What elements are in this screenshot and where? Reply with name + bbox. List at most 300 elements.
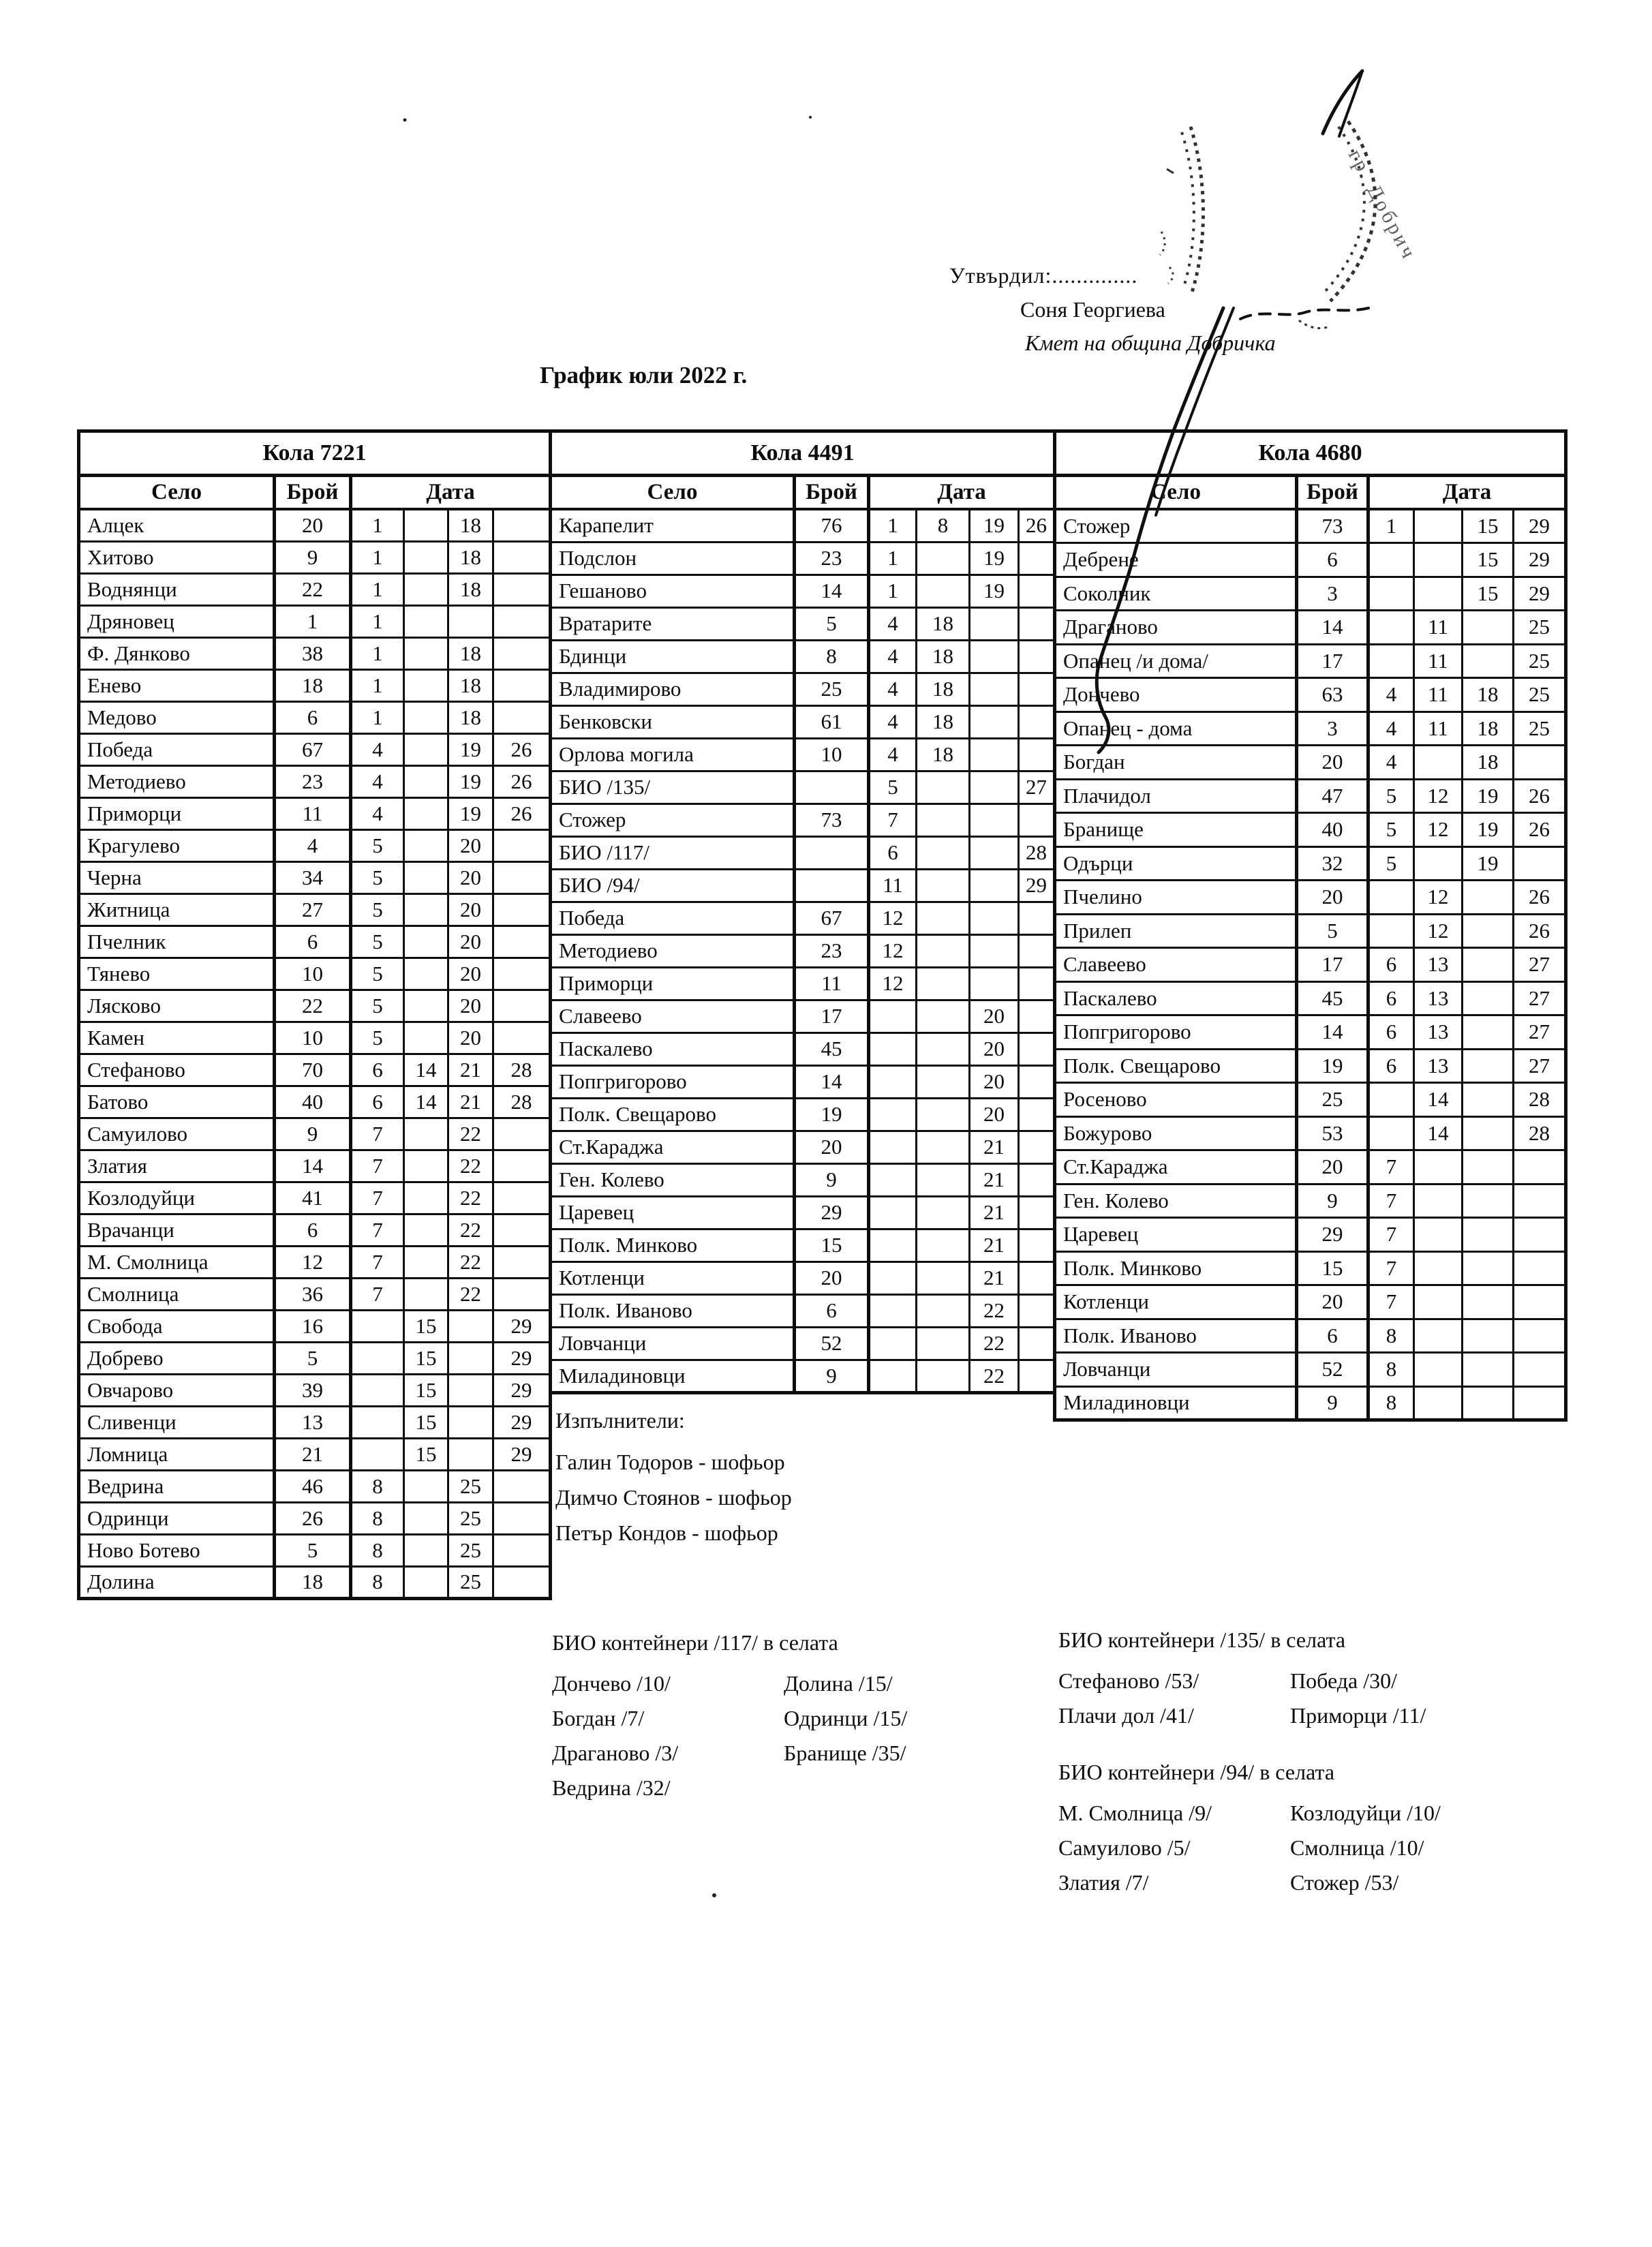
- table-row: [1055, 1184, 1566, 1218]
- bio-section: [1058, 1627, 1426, 1733]
- date-cell: [1019, 1163, 1055, 1196]
- village-cell: Тянево: [79, 958, 275, 990]
- date-cell: 19: [448, 733, 493, 765]
- date-cell: [404, 1278, 448, 1310]
- date-cell: [1514, 1184, 1566, 1218]
- count-cell: 20: [1297, 1150, 1368, 1184]
- village-cell: Попгригорово: [1055, 1015, 1297, 1050]
- schedule-table: [549, 429, 1056, 1394]
- village-cell: Росеново: [1055, 1083, 1297, 1117]
- village-cell: Полк. Минково: [1055, 1251, 1297, 1285]
- date-cell: [351, 1342, 404, 1374]
- date-cell: [1019, 738, 1055, 771]
- bio-section: [1058, 1760, 1441, 1900]
- date-cell: [1019, 1294, 1055, 1327]
- count-cell: 3: [1297, 577, 1368, 611]
- count-cell: 12: [275, 1246, 351, 1278]
- date-cell: 5: [351, 1022, 404, 1054]
- date-cell: 5: [351, 861, 404, 893]
- village-cell: Приморци: [79, 797, 275, 829]
- date-cell: 25: [448, 1534, 493, 1566]
- count-cell: 9: [275, 541, 351, 573]
- bio-item: Победа /30/: [1290, 1668, 1398, 1693]
- table-row: [79, 990, 551, 1022]
- stamp-icon: [1160, 127, 1204, 294]
- date-cell: [493, 1150, 551, 1182]
- village-cell: Врачанци: [79, 1214, 275, 1246]
- count-cell: 27: [275, 893, 351, 926]
- date-cell: 20: [448, 958, 493, 990]
- table-row: [551, 771, 1055, 804]
- count-cell: 45: [795, 1033, 869, 1065]
- count-cell: 3: [1297, 712, 1368, 746]
- date-cell: [404, 893, 448, 926]
- count-cell: 9: [1297, 1184, 1368, 1218]
- date-cell: 26: [1514, 813, 1566, 847]
- bio-item: Дончево /10/: [552, 1671, 671, 1696]
- date-cell: 6: [869, 836, 917, 869]
- date-cell: 21: [970, 1229, 1019, 1262]
- date-cell: [404, 990, 448, 1022]
- count-cell: 17: [1297, 644, 1368, 678]
- count-cell: 15: [795, 1229, 869, 1262]
- date-cell: [1514, 1285, 1566, 1319]
- date-cell: 21: [448, 1054, 493, 1086]
- approver-title: Кмет на община Добричка: [1025, 331, 1276, 355]
- count-cell: 6: [1297, 543, 1368, 577]
- date-cell: 5: [1368, 779, 1414, 813]
- count-cell: 11: [795, 967, 869, 1000]
- date-cell: 12: [869, 967, 917, 1000]
- date-cell: 6: [1368, 948, 1414, 982]
- date-cell: [970, 705, 1019, 738]
- date-cell: [351, 1438, 404, 1470]
- date-cell: 5: [351, 829, 404, 861]
- date-cell: 8: [1368, 1386, 1414, 1420]
- date-cell: [493, 1278, 551, 1310]
- date-cell: [869, 1033, 917, 1065]
- count-cell: 6: [795, 1294, 869, 1327]
- date-cell: [1514, 1319, 1566, 1353]
- date-cell: [493, 990, 551, 1022]
- date-cell: 1: [869, 509, 917, 542]
- count-cell: 16: [275, 1310, 351, 1342]
- village-cell: Соколник: [1055, 577, 1297, 611]
- date-cell: 7: [1368, 1218, 1414, 1252]
- date-cell: [970, 869, 1019, 902]
- date-cell: 4: [1368, 678, 1414, 712]
- table-row: [79, 1534, 551, 1566]
- date-cell: 18: [448, 669, 493, 701]
- date-cell: 12: [1414, 881, 1463, 915]
- date-cell: [1514, 1251, 1566, 1285]
- date-cell: [917, 804, 970, 836]
- date-cell: 27: [1514, 981, 1566, 1015]
- date-cell: [917, 902, 970, 934]
- date-cell: 22: [448, 1214, 493, 1246]
- date-cell: [493, 926, 551, 958]
- count-cell: 9: [1297, 1386, 1368, 1420]
- date-cell: 4: [869, 738, 917, 771]
- date-cell: 1: [351, 573, 404, 605]
- date-cell: [1463, 914, 1514, 948]
- date-cell: 25: [448, 1566, 493, 1598]
- schedule-table: [77, 429, 552, 1600]
- count-cell: 41: [275, 1182, 351, 1214]
- date-cell: [1019, 967, 1055, 1000]
- date-cell: 8: [351, 1502, 404, 1534]
- count-cell: 8: [795, 640, 869, 673]
- count-cell: 73: [795, 804, 869, 836]
- count-cell: 25: [1297, 1083, 1368, 1117]
- village-cell: Пчелино: [1055, 881, 1297, 915]
- date-cell: [917, 836, 970, 869]
- date-cell: 22: [970, 1294, 1019, 1327]
- date-cell: 15: [404, 1374, 448, 1406]
- date-cell: 18: [448, 573, 493, 605]
- village-cell: Подслон: [551, 542, 795, 575]
- date-cell: [1414, 746, 1463, 780]
- village-cell: Ловчанци: [551, 1327, 795, 1360]
- date-cell: [351, 1406, 404, 1438]
- date-cell: 1: [351, 605, 404, 637]
- date-cell: 25: [1514, 678, 1566, 712]
- date-cell: [493, 1214, 551, 1246]
- date-cell: [1414, 543, 1463, 577]
- count-cell: 17: [1297, 948, 1368, 982]
- date-cell: [493, 637, 551, 669]
- count-cell: 73: [1297, 509, 1368, 543]
- date-cell: [1019, 1229, 1055, 1262]
- table-row: [551, 1065, 1055, 1098]
- table-row: [1055, 1116, 1566, 1150]
- date-cell: [404, 669, 448, 701]
- date-cell: 13: [1414, 1015, 1463, 1050]
- date-cell: [493, 958, 551, 990]
- date-cell: [1414, 1150, 1463, 1184]
- bio-row: [1058, 1831, 1441, 1865]
- date-cell: [1368, 543, 1414, 577]
- bio-section: [552, 1630, 907, 1805]
- count-cell: 70: [275, 1054, 351, 1086]
- date-cell: [1414, 1386, 1463, 1420]
- table-row: [79, 1374, 551, 1406]
- date-cell: [493, 1118, 551, 1150]
- table-row: [551, 934, 1055, 967]
- date-cell: 1: [351, 509, 404, 541]
- date-cell: 25: [1514, 611, 1566, 645]
- date-cell: [869, 1131, 917, 1163]
- village-cell: Паскалево: [1055, 981, 1297, 1015]
- date-cell: 21: [970, 1163, 1019, 1196]
- village-cell: Владимирово: [551, 673, 795, 705]
- date-cell: 13: [1414, 948, 1463, 982]
- table-row: [79, 1566, 551, 1598]
- date-cell: 22: [448, 1182, 493, 1214]
- date-cell: 11: [869, 869, 917, 902]
- count-cell: 22: [275, 573, 351, 605]
- count-cell: 40: [1297, 813, 1368, 847]
- village-cell: Одърци: [1055, 846, 1297, 881]
- date-cell: [1019, 542, 1055, 575]
- date-cell: 26: [1019, 509, 1055, 542]
- date-cell: 13: [1414, 1049, 1463, 1083]
- date-cell: [493, 861, 551, 893]
- col-header-count: Брой: [275, 476, 351, 510]
- date-cell: 19: [1463, 813, 1514, 847]
- date-cell: [1463, 1353, 1514, 1387]
- date-cell: [1019, 902, 1055, 934]
- date-cell: 21: [970, 1131, 1019, 1163]
- date-cell: 25: [448, 1502, 493, 1534]
- table-row: [1055, 1319, 1566, 1353]
- date-cell: [404, 1502, 448, 1534]
- table-row: [79, 958, 551, 990]
- village-cell: Бдинци: [551, 640, 795, 673]
- executor-item: Петър Кондов - шофьор: [555, 1520, 778, 1545]
- village-cell: Самуилово: [79, 1118, 275, 1150]
- table-row: [551, 836, 1055, 869]
- date-cell: [448, 1310, 493, 1342]
- table-row: [1055, 981, 1566, 1015]
- date-cell: [1463, 948, 1514, 982]
- page-title: График юли 2022 г.: [540, 362, 748, 388]
- count-cell: [795, 771, 869, 804]
- date-cell: 12: [1414, 779, 1463, 813]
- date-cell: 5: [351, 926, 404, 958]
- date-cell: [869, 1163, 917, 1196]
- date-cell: 15: [404, 1438, 448, 1470]
- date-cell: [1368, 611, 1414, 645]
- date-cell: 8: [351, 1566, 404, 1598]
- date-cell: 21: [448, 1086, 493, 1118]
- table-row: [551, 607, 1055, 640]
- date-cell: [869, 1229, 917, 1262]
- table-row: [551, 804, 1055, 836]
- date-cell: 14: [1414, 1116, 1463, 1150]
- date-cell: 29: [493, 1374, 551, 1406]
- date-cell: [970, 640, 1019, 673]
- count-cell: 1: [275, 605, 351, 637]
- count-cell: 29: [1297, 1218, 1368, 1252]
- date-cell: [917, 869, 970, 902]
- date-cell: 7: [1368, 1184, 1414, 1218]
- count-cell: 46: [275, 1470, 351, 1502]
- table-row: [1055, 644, 1566, 678]
- date-cell: 4: [869, 673, 917, 705]
- count-cell: 6: [1297, 1319, 1368, 1353]
- date-cell: 22: [448, 1150, 493, 1182]
- count-cell: 13: [275, 1406, 351, 1438]
- date-cell: [404, 733, 448, 765]
- date-cell: [404, 1566, 448, 1598]
- table-row: [551, 1262, 1055, 1294]
- count-cell: 67: [275, 733, 351, 765]
- count-cell: 10: [275, 958, 351, 990]
- table-row: [1055, 509, 1566, 543]
- date-cell: [869, 1098, 917, 1131]
- date-cell: 22: [448, 1118, 493, 1150]
- table-row: [1055, 712, 1566, 746]
- date-cell: [404, 1214, 448, 1246]
- date-cell: 1: [1368, 509, 1414, 543]
- date-cell: [1368, 1083, 1414, 1117]
- date-cell: 18: [448, 637, 493, 669]
- date-cell: 1: [351, 541, 404, 573]
- table-row: [1055, 1386, 1566, 1420]
- count-cell: 36: [275, 1278, 351, 1310]
- date-cell: 7: [351, 1182, 404, 1214]
- table-row: [1055, 1150, 1566, 1184]
- date-cell: 22: [448, 1246, 493, 1278]
- date-cell: 27: [1514, 948, 1566, 982]
- date-cell: 4: [869, 705, 917, 738]
- date-cell: 18: [1463, 712, 1514, 746]
- table-row: [551, 575, 1055, 607]
- village-cell: Полк. Свещарово: [551, 1098, 795, 1131]
- village-cell: Прилеп: [1055, 914, 1297, 948]
- date-cell: [1463, 1150, 1514, 1184]
- date-cell: [1463, 1285, 1514, 1319]
- village-cell: Славеево: [1055, 948, 1297, 982]
- village-cell: Долина: [79, 1566, 275, 1598]
- date-cell: 27: [1019, 771, 1055, 804]
- date-cell: [917, 1098, 970, 1131]
- bio-item: Козлодуйци /10/: [1290, 1801, 1441, 1825]
- date-cell: [970, 771, 1019, 804]
- village-cell: Гешаново: [551, 575, 795, 607]
- village-cell: Батово: [79, 1086, 275, 1118]
- date-cell: 7: [351, 1246, 404, 1278]
- table-row: [79, 1150, 551, 1182]
- date-cell: 1: [351, 701, 404, 733]
- date-cell: 19: [970, 509, 1019, 542]
- table-row: [551, 673, 1055, 705]
- village-cell: Богдан: [1055, 746, 1297, 780]
- table-row: [1055, 881, 1566, 915]
- table-row: [1055, 1251, 1566, 1285]
- count-cell: 52: [1297, 1353, 1368, 1387]
- village-cell: Царевец: [551, 1196, 795, 1229]
- date-cell: 28: [493, 1086, 551, 1118]
- date-cell: [1514, 846, 1566, 881]
- village-cell: Божурово: [1055, 1116, 1297, 1150]
- date-cell: 5: [1368, 813, 1414, 847]
- date-cell: [917, 1294, 970, 1327]
- bio-item: Златия /7/: [1058, 1870, 1149, 1895]
- table-row: [551, 738, 1055, 771]
- count-cell: 6: [275, 926, 351, 958]
- table-row: [79, 926, 551, 958]
- date-cell: 5: [351, 893, 404, 926]
- date-cell: [1463, 981, 1514, 1015]
- count-cell: 14: [795, 575, 869, 607]
- date-cell: 5: [1368, 846, 1414, 881]
- date-cell: [493, 509, 551, 541]
- table-row: [551, 509, 1055, 542]
- village-cell: Дряновец: [79, 605, 275, 637]
- count-cell: 17: [795, 1000, 869, 1033]
- date-cell: [493, 669, 551, 701]
- date-cell: 4: [351, 765, 404, 797]
- date-cell: [970, 607, 1019, 640]
- bio-row: [552, 1666, 907, 1701]
- date-cell: [1019, 1262, 1055, 1294]
- date-cell: [1463, 1218, 1514, 1252]
- village-cell: Ст.Караджа: [1055, 1150, 1297, 1184]
- table-row: [79, 1246, 551, 1278]
- date-cell: 4: [351, 797, 404, 829]
- date-cell: 29: [493, 1406, 551, 1438]
- car-table-4491: [549, 429, 1053, 1394]
- count-cell: 14: [1297, 611, 1368, 645]
- table-row: [1055, 779, 1566, 813]
- table-row: [551, 1294, 1055, 1327]
- date-cell: 1: [351, 669, 404, 701]
- date-cell: 27: [1514, 1049, 1566, 1083]
- date-cell: [970, 673, 1019, 705]
- date-cell: [917, 542, 970, 575]
- date-cell: [869, 1294, 917, 1327]
- date-cell: [493, 1182, 551, 1214]
- date-cell: [493, 829, 551, 861]
- date-cell: 7: [869, 804, 917, 836]
- table-row: [551, 967, 1055, 1000]
- table-row: [551, 1131, 1055, 1163]
- table-row: [1055, 948, 1566, 982]
- count-cell: 11: [275, 797, 351, 829]
- bio-item: Богдан /7/: [552, 1706, 645, 1730]
- date-cell: 18: [448, 509, 493, 541]
- village-cell: Ломница: [79, 1438, 275, 1470]
- date-cell: [869, 1360, 917, 1392]
- table-row: [551, 1098, 1055, 1131]
- date-cell: [404, 701, 448, 733]
- date-cell: 7: [351, 1278, 404, 1310]
- date-cell: 7: [351, 1150, 404, 1182]
- village-cell: Котленци: [1055, 1285, 1297, 1319]
- table-row: [1055, 1353, 1566, 1387]
- date-cell: [404, 1150, 448, 1182]
- village-cell: Опанец /и дома/: [1055, 644, 1297, 678]
- bio-item: Самуилово /5/: [1058, 1835, 1191, 1860]
- date-cell: [970, 902, 1019, 934]
- count-cell: 23: [795, 934, 869, 967]
- village-cell: Приморци: [551, 967, 795, 1000]
- count-cell: [795, 836, 869, 869]
- count-cell: 18: [275, 1566, 351, 1598]
- date-cell: 22: [970, 1327, 1019, 1360]
- date-cell: 28: [1019, 836, 1055, 869]
- table-row: [551, 869, 1055, 902]
- table-row: [1055, 543, 1566, 577]
- executors-list: [555, 1444, 792, 1550]
- date-cell: [917, 1163, 970, 1196]
- table-row: [79, 893, 551, 926]
- col-header-village: Село: [79, 476, 275, 510]
- count-cell: 47: [1297, 779, 1368, 813]
- count-cell: 9: [795, 1163, 869, 1196]
- date-cell: [917, 1131, 970, 1163]
- date-cell: [1368, 881, 1414, 915]
- date-cell: [917, 967, 970, 1000]
- col-header-date: Дата: [869, 476, 1055, 510]
- date-cell: [493, 1470, 551, 1502]
- executor-item: Галин Тодоров - шофьор: [555, 1450, 785, 1474]
- table-row: [79, 509, 551, 541]
- date-cell: 8: [917, 509, 970, 542]
- date-cell: [404, 958, 448, 990]
